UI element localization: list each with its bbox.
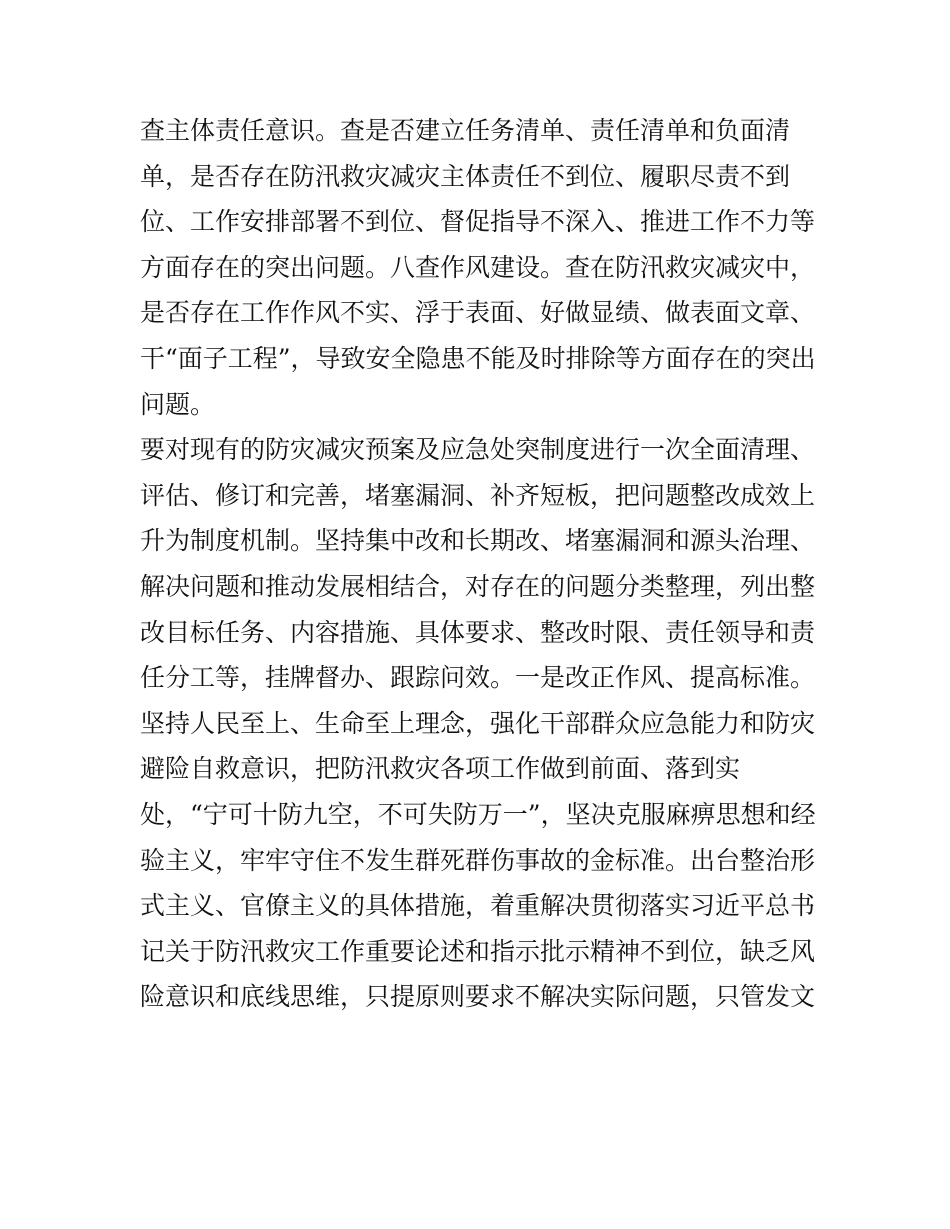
text-line: 式主义、官僚主义的具体措施，着重解决贯彻落实习近平总书 xyxy=(140,891,816,921)
text-line: 单，是否存在防汛救灾减灾主体责任不到位、履职尽责不到 xyxy=(140,161,791,191)
text-line: 查主体责任意识。查是否建立任务清单、责任清单和负面清 xyxy=(140,116,791,145)
text-line: 升为制度机制。坚持集中改和长期改、堵塞漏洞和源头治理、 xyxy=(140,526,816,556)
text-line: 要对现有的防灾减灾预案及应急处突制度进行一次全面清理、 xyxy=(140,435,816,465)
body-text xyxy=(140,108,830,1020)
text-line: 评估、修订和完善，堵塞漏洞、补齐短板，把问题整改成效上 xyxy=(140,480,816,510)
text-line: 方面存在的突出问题。八查作风建设。查在防汛救灾减灾中， xyxy=(140,252,816,282)
text-line: 坚持人民至上、生命至上理念，强化干部群众应急能力和防灾 xyxy=(140,708,816,738)
text-line: 记关于防汛救灾工作重要论述和指示批示精神不到位，缺乏风 xyxy=(140,936,816,966)
text-line: 问题。 xyxy=(140,389,216,419)
text-line: 任分工等，挂牌督办、跟踪问效。一是改正作风、提高标准。 xyxy=(140,663,816,693)
text-line: 避险自救意识，把防汛救灾各项工作做到前面、落到实 xyxy=(140,754,741,784)
text-line: 险意识和底线思维，只提原则要求不解决实际问题，只管发文 xyxy=(140,982,816,1012)
text-line: 验主义，牢牢守住不发生群死群伤事故的金标准。出台整治形 xyxy=(140,845,816,875)
text-line: 改目标任务、内容措施、具体要求、整改时限、责任领导和责 xyxy=(140,617,816,647)
text-line: 位、工作安排部署不到位、督促指导不深入、推进工作不力等 xyxy=(140,207,816,237)
text-line: 是否存在工作作风不实、浮于表面、好做显绩、做表面文章、 xyxy=(140,298,816,328)
text-line: 处，“宁可十防九空，不可失防万一”，坚决克服麻痹思想和经 xyxy=(140,799,816,829)
text-line: 干“面子工程”，导致安全隐患不能及时排除等方面存在的突出 xyxy=(140,343,816,373)
text-line: 解决问题和推动发展相结合，对存在的问题分类整理，列出整 xyxy=(140,571,816,601)
